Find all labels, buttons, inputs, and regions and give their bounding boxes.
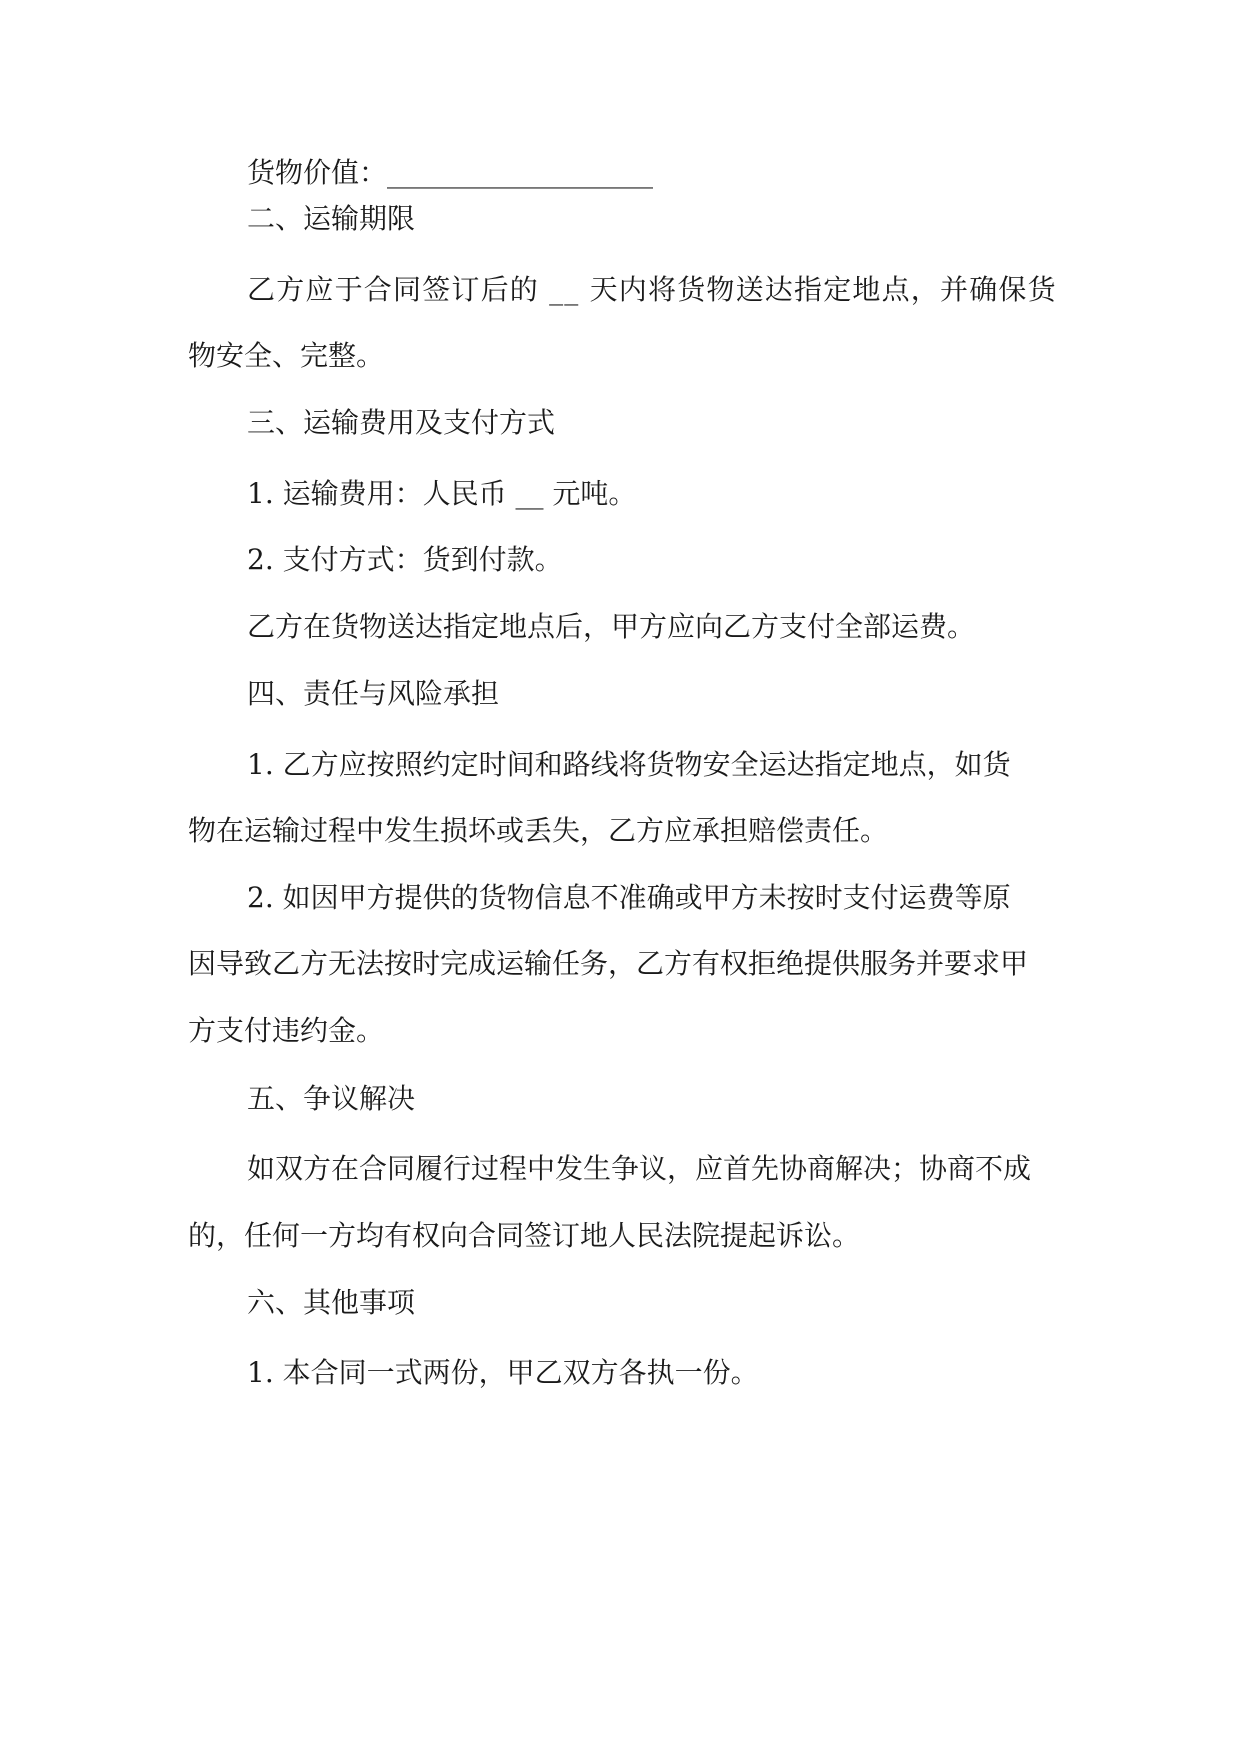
paragraph-line: 因导致乙方无法按时完成运输任务，乙方有权拒绝提供服务并要求甲 [188,947,1029,980]
list-item-payment: 2. 支付方式：货到付款。 [247,543,563,576]
section-heading-transport-period: 二、运输期限 [247,202,416,235]
list-item-fee: 1. 运输费用：人民币 __ 元吨。 [247,477,637,510]
list-item-liability-1: 1. 乙方应按照约定时间和路线将货物安全运达指定地点，如货 [247,748,1011,781]
section-heading-liability: 四、责任与风险承担 [247,677,500,710]
paragraph-line: 乙方应于合同签订后的 __ 天内将货物送达指定地点，并确保货 [247,273,1057,306]
paragraph-line: 乙方在货物送达指定地点后，甲方应向乙方支付全部运费。 [247,610,976,643]
paragraph-line: 物安全、完整。 [188,339,385,372]
list-item-liability-2: 2. 如因甲方提供的货物信息不准确或甲方未按时支付运费等原 [247,881,1011,914]
section-heading-fees-payment: 三、运输费用及支付方式 [247,406,556,439]
section-heading-dispute: 五、争议解决 [247,1082,416,1115]
paragraph-line: 的，任何一方均有权向合同签订地人民法院提起诉讼。 [188,1219,861,1252]
goods-value-line: 货物价值：___________________ [247,156,654,189]
paragraph-line: 物在运输过程中发生损坏或丢失，乙方应承担赔偿责任。 [188,814,889,847]
paragraph-line: 方支付违约金。 [188,1014,385,1047]
section-heading-other: 六、其他事项 [247,1286,416,1319]
list-item-copies: 1. 本合同一式两份，甲乙双方各执一份。 [247,1356,759,1389]
paragraph-line: 如双方在合同履行过程中发生争议，应首先协商解决；协商不成 [247,1152,1032,1185]
